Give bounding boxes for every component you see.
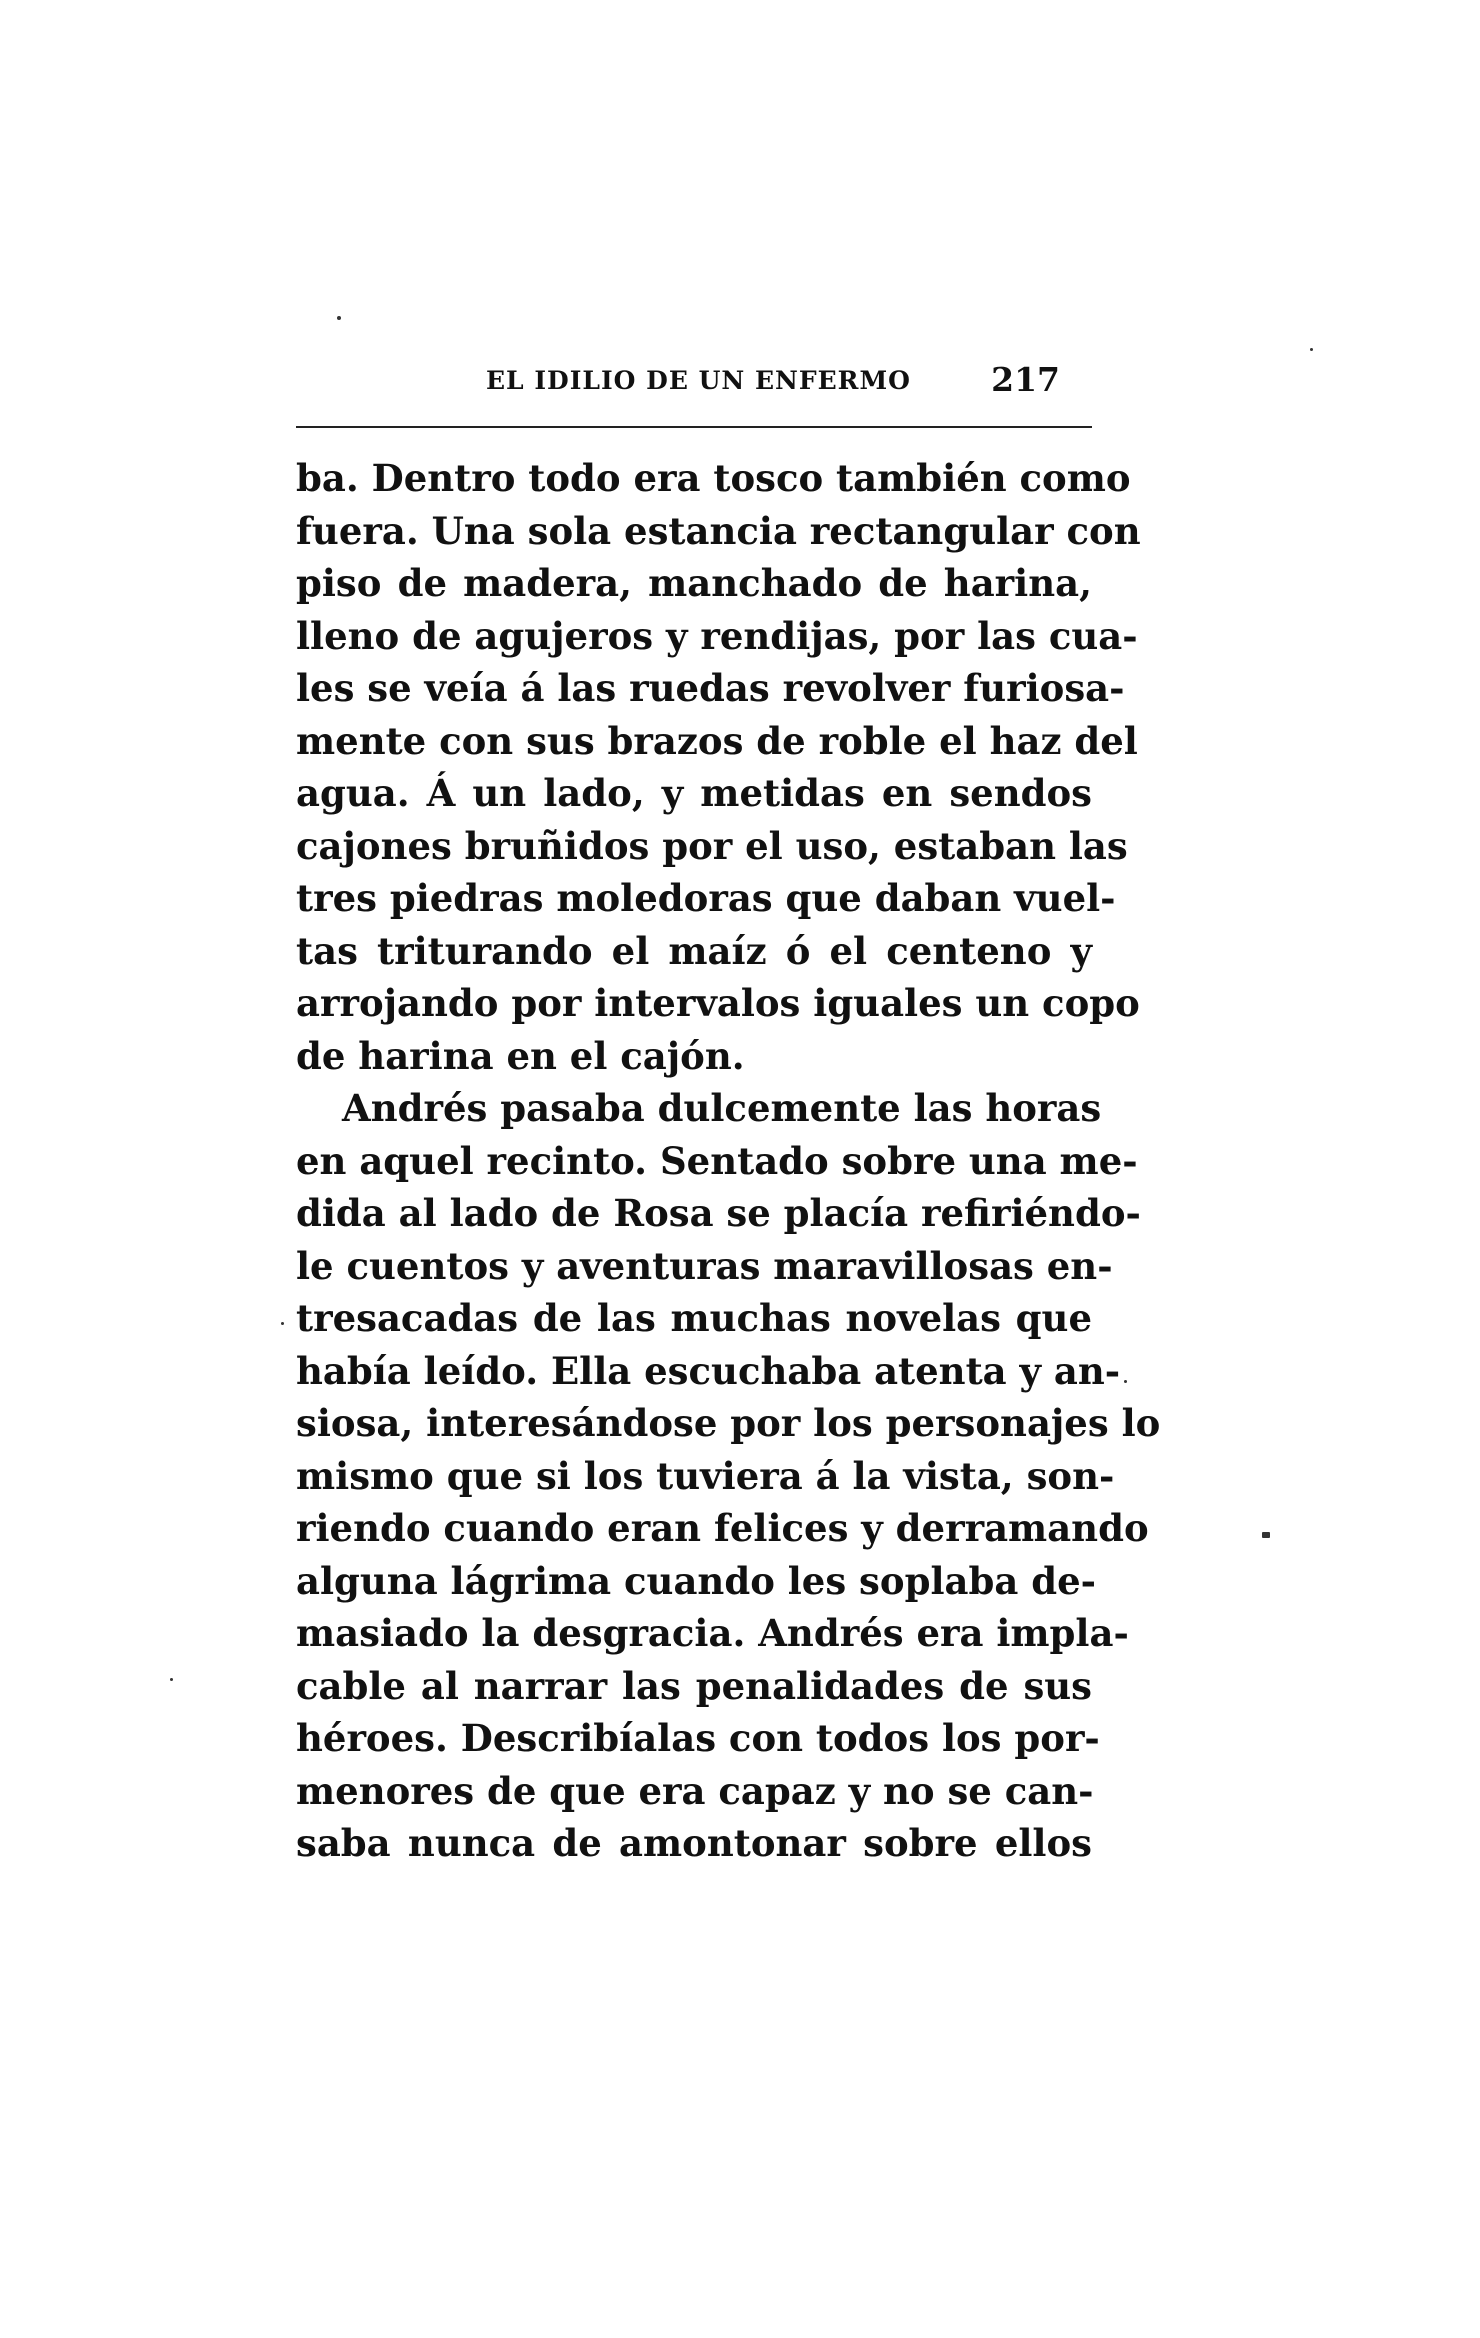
text-line: tresacadas de las muchas novelas que xyxy=(296,1296,1092,1340)
scan-speck xyxy=(1310,348,1313,351)
text-line: menores de que era capaz y no se can- xyxy=(296,1768,1094,1813)
text-line: agua. Á un lado, y metidas en sendos xyxy=(296,771,1092,815)
running-title: EL IDILIO DE UN ENFERMO xyxy=(486,366,911,395)
body-text xyxy=(296,452,1161,1870)
text-line: en aquel recinto. Sentado sobre una me- xyxy=(296,1138,1138,1183)
scan-speck xyxy=(1262,1532,1270,1538)
text-line: dida al lado de Rosa se placía refiriéndo- xyxy=(296,1191,1141,1235)
text-line: le cuentos y aventuras maravillosas en- xyxy=(296,1243,1113,1288)
text-line: héroes. Describíalas con todos los por- xyxy=(296,1716,1100,1760)
text-line: arrojando por intervalos iguales un copo xyxy=(296,981,1140,1025)
text-line: Andrés pasaba dulcemente las horas xyxy=(342,1086,1102,1130)
text-line: saba nunca de amontonar sobre ellos xyxy=(296,1821,1092,1865)
text-line: ba. Dentro todo era tosco también como xyxy=(296,456,1131,500)
text-line: alguna lágrima cuando les soplaba de- xyxy=(296,1558,1096,1603)
text-line: fuera. Una sola estancia rectangular con xyxy=(296,508,1141,553)
text-line: de harina en el cajón. xyxy=(296,1033,745,1078)
scan-speck xyxy=(337,316,341,320)
text-line: cable al narrar las penalidades de sus xyxy=(296,1663,1092,1708)
page-number: 217 xyxy=(991,360,1060,399)
paragraph-1 xyxy=(296,452,1141,1082)
text-line: mismo que si los tuviera á la vista, son- xyxy=(296,1453,1115,1498)
scan-speck xyxy=(170,1678,173,1681)
scan-speck xyxy=(1124,1380,1127,1383)
paragraph-2 xyxy=(296,1082,1161,1870)
text-line: mente con sus brazos de roble el haz del xyxy=(296,718,1138,763)
text-line: tres piedras moledoras que daban vuel- xyxy=(296,876,1116,920)
text-line: les se veía á las ruedas revolver furiosa- xyxy=(296,666,1125,710)
text-line: tas triturando el maíz ó el centeno y xyxy=(296,928,1092,973)
text-line: había leído. Ella escuchaba atenta y an- xyxy=(296,1348,1121,1393)
text-line: cajones bruñidos por el uso, estaban las xyxy=(296,823,1128,868)
text-line: piso de madera, manchado de harina, xyxy=(296,561,1092,605)
text-line: siosa, interesándose por los personajes lo xyxy=(296,1401,1161,1445)
text-line: masiado la desgracia. Andrés era impla- xyxy=(296,1611,1129,1655)
text-line: lleno de agujeros y rendijas, por las cua- xyxy=(296,613,1138,658)
header-rule xyxy=(296,426,1092,428)
page-header xyxy=(296,362,1092,412)
text-line: riendo cuando eran felices y derramando xyxy=(296,1506,1149,1550)
scan-speck xyxy=(281,1322,284,1325)
